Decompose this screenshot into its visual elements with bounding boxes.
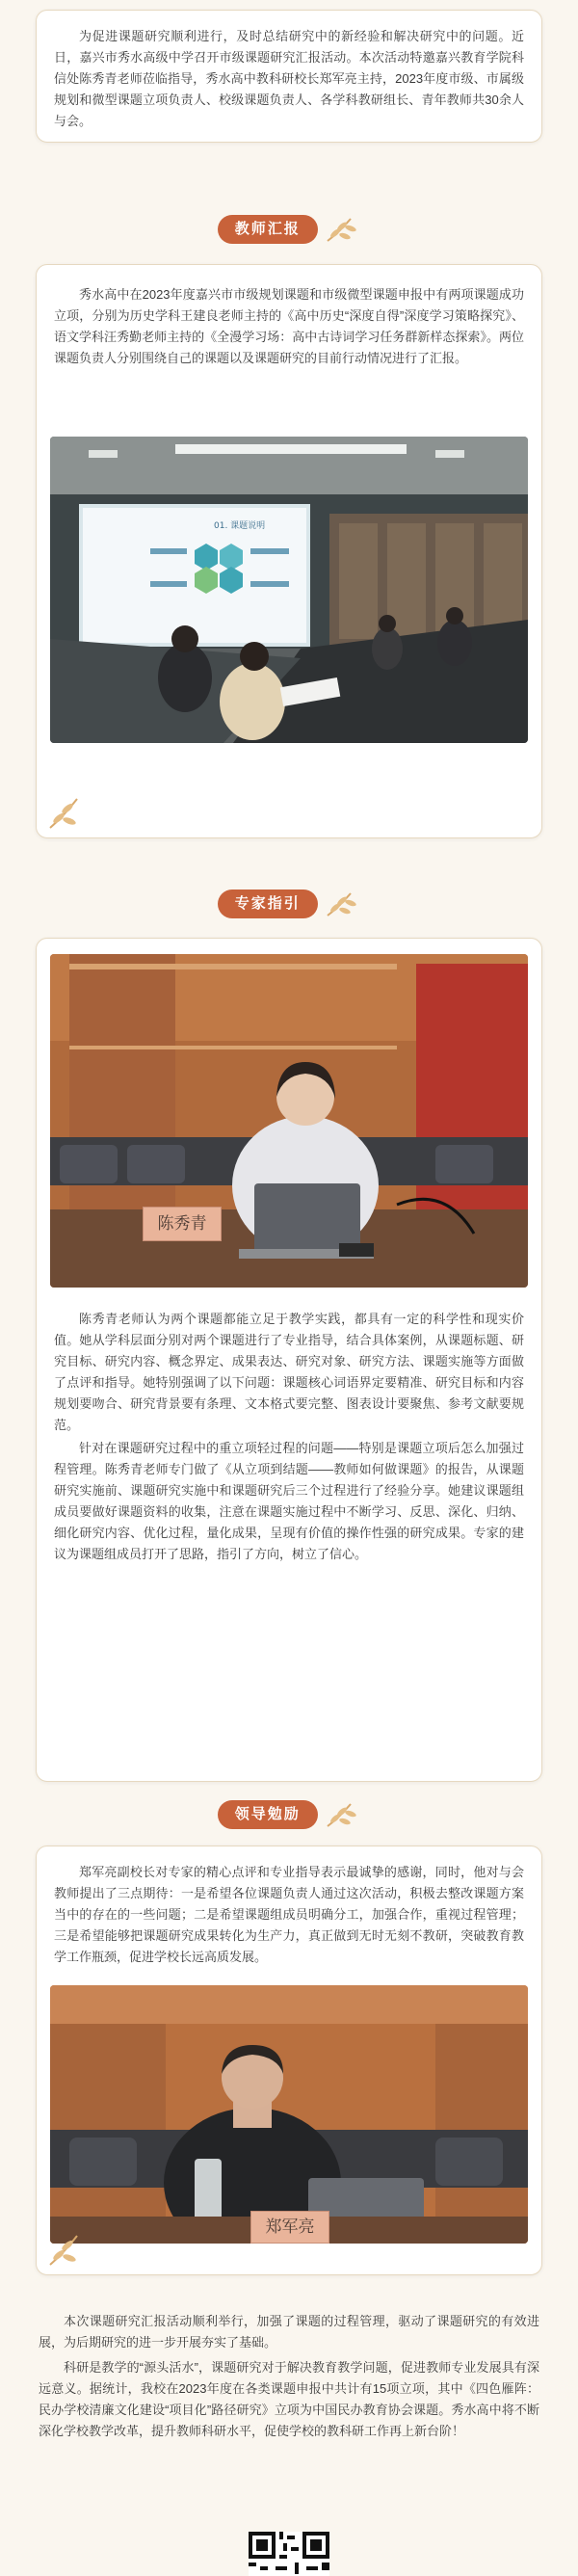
leader-speech-card bbox=[36, 1846, 542, 2275]
expert-paragraph-2: 针对在课题研究过程中的重立项轻过程的问题——特别是课题立项后怎么加强过程管理。陈秀青老师专门做了《从立项到结题——教师如何做课题》的报告，从课题研究实施前、课题研究实施中和课题研究后三个过程进行了经验分享。她建议课题组成员要做好课题资料的收集，注意在课题实施过程中不断学习、反思、深化、归纳、细化研究内容、优化过程，量化成果，呈现有价值的操作性强的研究成果。专家的建议为课题组成员打开了思路，指引了方向，树立了信心。 bbox=[54, 1441, 524, 1561]
expert-photo bbox=[50, 954, 528, 1288]
section-header-expert-guidance bbox=[0, 885, 578, 923]
closing-text bbox=[39, 2311, 539, 2442]
leader-paragraph: 郑军亮副校长对专家的精心点评和专业指导表示最诚挚的感谢，同时，他对与会教师提出了三点期待：一是希望各位课题负责人通过这次活动，积极去整改课题方案当中的存在的一些问题；二是希望课题组成员明确分工，加强合作，重视过程管理；三是希望能够把课题研究成果转化为生产力，真正做到无时无刻不教研，突破教育教学工作瓶颈，促进学校长远高质发展。 bbox=[54, 1865, 524, 1964]
section-title-expert-guidance: 专家指引 bbox=[218, 890, 318, 918]
closing-paragraph-2: 科研是教学的“源头活水”，课题研究对于解决教育教学问题，促进教师专业发展具有深远意义。据统计，我校在2023年度在各类课题申报中共计有15项立项，其中《四色雁阵：民办学校清廉文化建设“项目化”路径研究》立项为中国民办教育协会课题。秀水高中将不断深化学校教学改革，提升教师科研水平，促使学校的教科研工作再上新台阶！ bbox=[39, 2360, 539, 2438]
teacher-report-paragraph: 秀水高中在2023年度嘉兴市市级规划课题和市级微型课题申报中有两项课题成功立项，分别为历史学科王建良老师主持的《高中历史“深度自得”深度学习策略探究》、语文学科汪秀勤老师主持的《全漫学习场：高中古诗词学习任务群新样态探索》。两位课题负责人分别围绕自己的课题以及课题研究的目前行动情况进行了汇报。 bbox=[54, 287, 524, 365]
wheat-leaf-icon bbox=[322, 1800, 360, 1829]
screen-title: 01. 课题说明 bbox=[214, 521, 266, 531]
wheat-leaf-icon bbox=[322, 890, 360, 918]
intro-card bbox=[36, 10, 542, 143]
wheat-leaf-icon bbox=[322, 215, 360, 244]
teacher-report-card bbox=[36, 264, 542, 838]
qr-code-icon bbox=[249, 2532, 329, 2576]
expert-paragraph-1: 陈秀青老师认为两个课题都能立足于教学实践，都具有一定的科学性和现实价值。她从学科层面分别对两个课题进行了专业指导，结合具体案例，从课题标题、研究目标、研究内容、概念界定、成果表达、研究对象、研究方法、课题实施等方面做了点评和指导。她特别强调了以下问题：课题核心词语界定要精准、研究目标和内容规划要吻合、研究背景要有条理、文本格式要完整、图表设计要聚焦、参考文献要规范。 bbox=[54, 1312, 524, 1432]
section-header-leader-speech bbox=[0, 1795, 578, 1834]
wheat-leaf-icon bbox=[44, 793, 89, 832]
intro-paragraph: 为促进课题研究顺利进行，及时总结研究中的新经验和解决研究中的问题。近日，嘉兴市秀水高级中学召开市级课题研究汇报活动。本次活动特邀嘉兴教育学院科信处陈秀青老师莅临指导，秀水高中教科研校长郑军亮主持，2023年度市级、市属级规划和微型课题立项负责人、校级课题负责人、各学科教研组长、青年教师共30余人与会。 bbox=[54, 29, 524, 128]
section-header-teacher-report bbox=[0, 210, 578, 249]
expert-guidance-card bbox=[36, 938, 542, 1782]
wheat-leaf-icon bbox=[44, 2230, 89, 2269]
name-plate: 陈秀青 bbox=[143, 1207, 222, 1241]
name-plate: 郑军亮 bbox=[250, 2211, 329, 2244]
meeting-room-photo bbox=[50, 437, 528, 743]
section-title-teacher-report: 教师汇报 bbox=[218, 215, 318, 244]
closing-paragraph-1: 本次课题研究汇报活动顺利举行，加强了课题的过程管理，驱动了课题研究的有效进展，为后期研究的进一步开展夯实了基础。 bbox=[39, 2314, 539, 2350]
section-title-leader-speech: 领导勉励 bbox=[218, 1800, 318, 1829]
leader-photo bbox=[50, 1985, 528, 2244]
